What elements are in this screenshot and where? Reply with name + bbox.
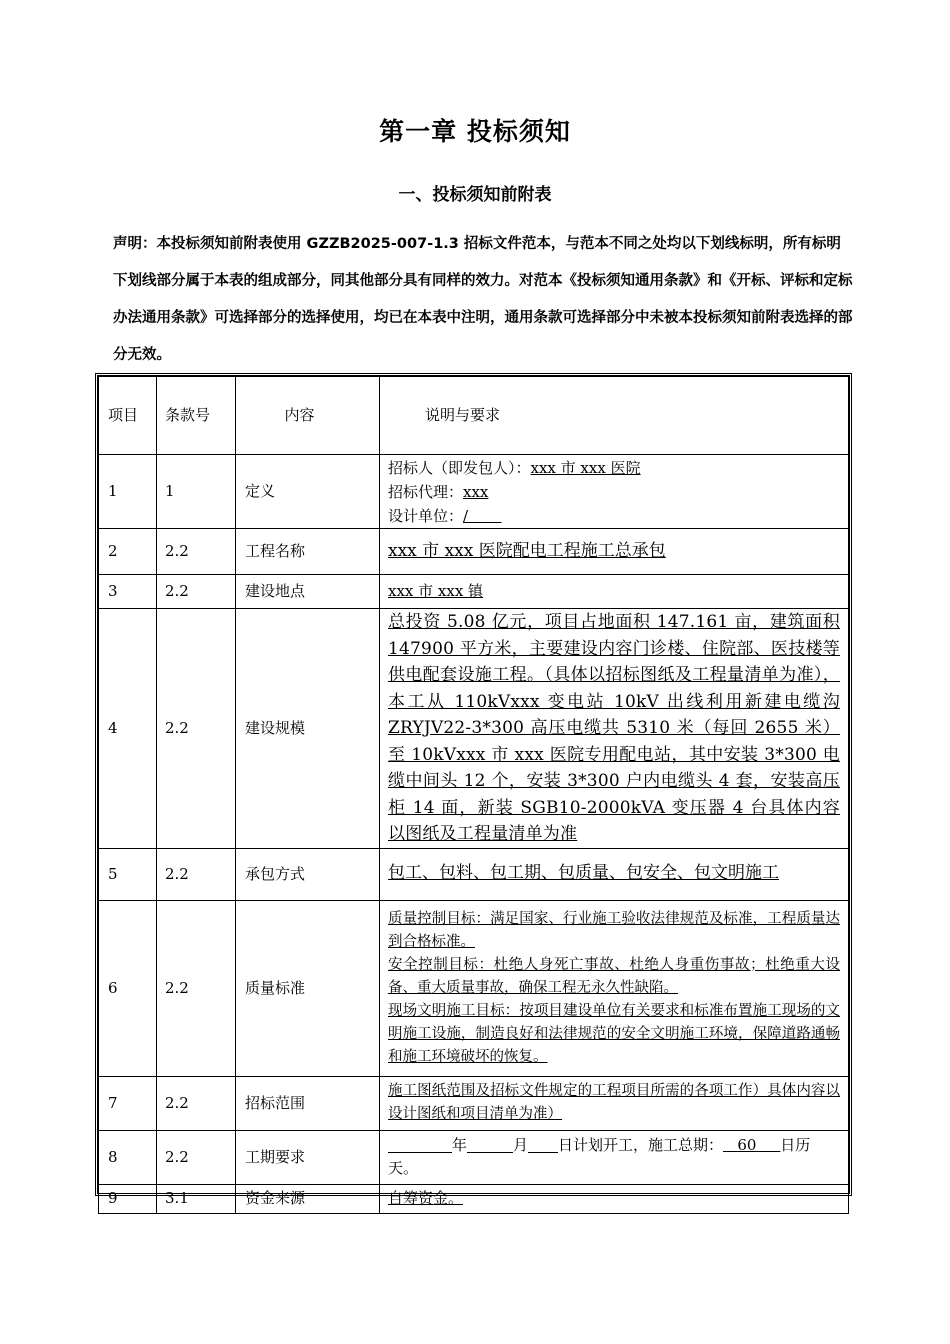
row-item: 6 — [99, 900, 157, 1076]
row-clause: 2.2 — [157, 575, 236, 609]
table-row — [99, 1184, 849, 1213]
row-item: 9 — [99, 1184, 157, 1213]
header-clause: 条款号 — [157, 377, 236, 455]
row-content: 定义 — [236, 455, 380, 529]
table-row — [99, 848, 849, 900]
row-item: 3 — [99, 575, 157, 609]
row-content: 承包方式 — [236, 848, 380, 900]
row-desc: 施工图纸范围及招标文件规定的工程项目所需的各项工作）具体内容以设计图纸和项目清单为准） — [380, 1076, 849, 1130]
row-content: 工期要求 — [236, 1130, 380, 1184]
month-blank[interactable] — [467, 1136, 513, 1153]
row-content: 建设规模 — [236, 609, 380, 849]
row-clause: 2.2 — [157, 609, 236, 849]
statement-paragraph: 声明：本投标须知前附表使用 GZZB2025-007-1.3 招标文件范本，与范本不同之处均以下划线标明，所有标明下划线部分属于本表的组成部分，同其他部分具有同样的效力。对范本《投标须知通用条款》和《开标、评标和定标办法通用条款》可选择部分的选择使用，均已在本表中注明，通用条款可选择部分中未被本投标须知前附表选择的部分无效。 — [113, 236, 853, 363]
safety-target: 安全控制目标：杜绝人身死亡事故、杜绝人身重伤事故；杜绝重大设备、重大质量事故，确保工程无永久性缺陷。 — [388, 956, 840, 996]
day-blank[interactable] — [528, 1136, 558, 1153]
row-item: 8 — [99, 1130, 157, 1184]
header-item: 项目 — [99, 377, 157, 455]
header-desc: 说明与要求 — [380, 377, 849, 455]
row-item: 5 — [99, 848, 157, 900]
row-desc: 包工、包料、包工期、包质量、包安全、包文明施工 — [380, 848, 849, 900]
civilized-target: 现场文明施工目标：按项目建设单位有关要求和标准布置施工现场的文明施工设施，制造良好和法律规范的安全文明施工环境，保障道路通畅和施工环境破坏的恢复。 — [388, 1002, 840, 1065]
table-row — [99, 900, 849, 1076]
row-clause: 2.2 — [157, 848, 236, 900]
table-row — [99, 575, 849, 609]
row-content: 资金来源 — [236, 1184, 380, 1213]
header-content: 内容 — [236, 377, 380, 455]
row-desc: xxx 市 xxx 医院配电工程施工总承包 — [380, 529, 849, 575]
section-title: 一、投标须知前附表 — [398, 185, 552, 205]
tenderer-label: 招标人（即发包人）： — [388, 458, 531, 477]
row-item: 2 — [99, 529, 157, 575]
instructions-table — [95, 373, 852, 1208]
row-item: 1 — [99, 455, 157, 529]
row-item: 4 — [99, 609, 157, 849]
agent-value: xxx — [463, 482, 489, 501]
row-desc — [380, 900, 849, 1076]
table-row — [99, 455, 849, 529]
table-row — [99, 609, 849, 849]
chapter-title: 第一章 投标须知 — [379, 117, 571, 146]
table-row — [99, 1130, 849, 1184]
designer-label: 设计单位： — [388, 506, 464, 525]
row-item: 7 — [99, 1076, 157, 1130]
agent-label: 招标代理： — [388, 482, 464, 501]
row-content: 建设地点 — [236, 575, 380, 609]
row-desc: xxx 市 xxx 镇 — [380, 575, 849, 609]
row-clause: 3.1 — [157, 1184, 236, 1213]
row-clause: 2.2 — [157, 1076, 236, 1130]
row-content: 工程名称 — [236, 529, 380, 575]
row-desc — [380, 455, 849, 529]
table-row — [99, 529, 849, 575]
row-clause: 2.2 — [157, 1130, 236, 1184]
row-desc: 自筹资金。 — [380, 1184, 849, 1213]
tenderer-value: xxx 市 xxx 医院 — [530, 458, 641, 477]
quality-target: 质量控制目标：满足国家、行业施工验收法律规范及标准，工程质量达到合格标准。 — [388, 910, 840, 950]
row-content: 质量标准 — [236, 900, 380, 1076]
row-desc: 总投资 5.08 亿元，项目占地面积 147.161 亩，建筑面积 147900 平方米，主要建设内容门诊楼、住院部、医技楼等供电配套设施工程。（具体以招标图纸及工程量清单为准），本工从 110kVxxx 变电站 10kV 出线利用新建电缆沟 ZRYJV22-3*300 高压电缆共 5310 米（每回 2655 米）至 10kVxxx 市 xxx 医院专用配电站，其中安装 3*300 电缆中间头 12 个，安装 3*300 户内电缆头 4 套，安装高压柜 14 面，新装 SGB10-2000kVA 变压器 4 台具体内容以图纸及工程量清单为准 — [380, 609, 849, 849]
row-clause: 2.2 — [157, 900, 236, 1076]
table-row — [99, 1076, 849, 1130]
row-desc: 年 月 日计划开工，施工总期： 60 日历天。 — [380, 1130, 849, 1184]
days-value: 60 — [737, 1136, 757, 1154]
year-blank[interactable] — [388, 1136, 452, 1153]
table-header-row — [99, 377, 849, 455]
row-clause: 2.2 — [157, 529, 236, 575]
designer-value: / — [463, 506, 469, 525]
row-content: 招标范围 — [236, 1076, 380, 1130]
row-clause: 1 — [157, 455, 236, 529]
